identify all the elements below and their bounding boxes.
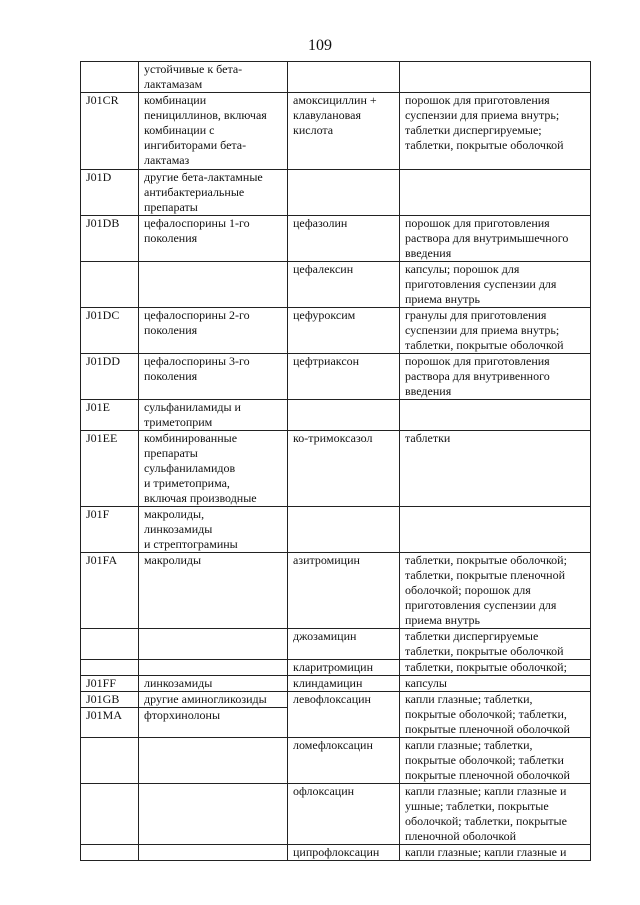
atc-code-cell (81, 784, 139, 845)
group-name-cell (139, 845, 288, 861)
group-name-cell (139, 660, 288, 676)
atc-code-cell (81, 660, 139, 676)
substance-cell: цефтриаксон (288, 354, 400, 400)
group-name-cell: макролиды, линкозамиды и стрептограмины (139, 507, 288, 553)
drug-table (80, 61, 591, 861)
table-row (81, 676, 591, 692)
table-row (81, 354, 591, 400)
substance-cell: амоксициллин + клавулановая кислота (288, 93, 400, 170)
atc-code-cell (81, 629, 139, 660)
group-name-cell: сульфаниламиды и триметоприм (139, 400, 288, 431)
dosage-form-cell: капли глазные; таблетки, покрытые оболочкой; таблетки, покрытые пленочной оболочкой (400, 692, 591, 738)
dosage-form-cell: капли глазные; капли глазные и (400, 845, 591, 861)
table-row (81, 507, 591, 553)
substance-cell (288, 62, 400, 93)
group-name-cell (139, 738, 288, 784)
table-row (81, 431, 591, 507)
atc-code-cell (81, 262, 139, 308)
group-name-cell (139, 784, 288, 845)
dosage-form-cell: капсулы (400, 676, 591, 692)
table-row (81, 93, 591, 170)
substance-cell: левофлоксацин (288, 692, 400, 738)
substance-cell (288, 170, 400, 216)
group-name-cell: цефалоспорины 3-го поколения (139, 354, 288, 400)
atc-code-cell: J01FF (81, 676, 139, 692)
dosage-form-cell: капли глазные; капли глазные и ушные; таблетки, покрытые оболочкой; таблетки, покрытые пленочной оболочкой (400, 784, 591, 845)
table-row (81, 400, 591, 431)
atc-code-cell: J01DC (81, 308, 139, 354)
substance-cell: азитромицин (288, 553, 400, 629)
group-name-cell: устойчивые к бета- лактамазам (139, 62, 288, 93)
dosage-form-cell: порошок для приготовления суспензии для приема внутрь; таблетки диспергируемые; таблетки, покрытые оболочкой (400, 93, 591, 170)
table-row (81, 262, 591, 308)
dosage-form-cell: таблетки (400, 431, 591, 507)
atc-code-cell (81, 738, 139, 784)
atc-code-cell: J01CR (81, 93, 139, 170)
dosage-form-cell (400, 62, 591, 93)
table-row (81, 553, 591, 629)
dosage-form-cell (400, 507, 591, 553)
substance-cell: цефазолин (288, 216, 400, 262)
table-row (81, 170, 591, 216)
atc-code-cell (81, 62, 139, 93)
dosage-form-cell: гранулы для приготовления суспензии для приема внутрь; таблетки, покрытые оболочкой (400, 308, 591, 354)
substance-cell: ломефлоксацин (288, 738, 400, 784)
substance-cell (288, 400, 400, 431)
atc-code-cell: J01DD (81, 354, 139, 400)
dosage-form-cell: порошок для приготовления раствора для внутримышечного введения (400, 216, 591, 262)
group-name-cell: линкозамиды (139, 676, 288, 692)
group-name-cell (139, 262, 288, 308)
atc-code-cell: J01D (81, 170, 139, 216)
group-name-cell: комбинации пенициллинов, включая комбинации с ингибиторами бета- лактамаз (139, 93, 288, 170)
atc-code-cell: J01FA (81, 553, 139, 629)
dosage-form-cell: порошок для приготовления раствора для внутривенного введения (400, 354, 591, 400)
substance-cell (288, 507, 400, 553)
substance-cell: офлоксацин (288, 784, 400, 845)
table-row (81, 660, 591, 676)
substance-cell: цефуроксим (288, 308, 400, 354)
table-row (81, 216, 591, 262)
dosage-form-cell: таблетки диспергируемые таблетки, покрытые оболочкой (400, 629, 591, 660)
group-name-cell: цефалоспорины 2-го поколения (139, 308, 288, 354)
group-name-cell (139, 629, 288, 660)
table-row (81, 62, 591, 93)
group-name-cell: цефалоспорины 1-го поколения (139, 216, 288, 262)
page-number: 109 (308, 37, 332, 54)
group-name-cell: фторхинолоны (139, 708, 288, 738)
dosage-form-cell (400, 170, 591, 216)
atc-code-cell (81, 845, 139, 861)
dosage-form-cell: капли глазные; таблетки, покрытые оболочкой; таблетки покрытые пленочной оболочкой (400, 738, 591, 784)
group-name-cell: комбинированные препараты сульфаниламидов и триметоприма, включая производные (139, 431, 288, 507)
table-row (81, 692, 591, 708)
substance-cell: кларитромицин (288, 660, 400, 676)
atc-code-cell: J01MA (81, 708, 139, 738)
group-name-cell: макролиды (139, 553, 288, 629)
substance-cell: джозамицин (288, 629, 400, 660)
substance-cell: ципрофлоксацин (288, 845, 400, 861)
atc-code-cell: J01DB (81, 216, 139, 262)
dosage-form-cell: таблетки, покрытые оболочкой; (400, 660, 591, 676)
dosage-form-cell: таблетки, покрытые оболочкой; таблетки, покрытые пленочной оболочкой; порошок для приготовления суспензии для приема внутрь (400, 553, 591, 629)
atc-code-cell: J01E (81, 400, 139, 431)
table-row (81, 845, 591, 861)
substance-cell: ко-тримоксазол (288, 431, 400, 507)
table-row (81, 738, 591, 784)
atc-code-cell: J01GB (81, 692, 139, 708)
atc-code-cell: J01F (81, 507, 139, 553)
atc-code-cell: J01EE (81, 431, 139, 507)
group-name-cell: другие аминогликозиды (139, 692, 288, 708)
substance-cell: цефалексин (288, 262, 400, 308)
table-row (81, 308, 591, 354)
group-name-cell: другие бета-лактамные антибактериальные препараты (139, 170, 288, 216)
dosage-form-cell (400, 400, 591, 431)
substance-cell: клиндамицин (288, 676, 400, 692)
table-row (81, 784, 591, 845)
dosage-form-cell: капсулы; порошок для приготовления суспензии для приема внутрь (400, 262, 591, 308)
table-row (81, 629, 591, 660)
